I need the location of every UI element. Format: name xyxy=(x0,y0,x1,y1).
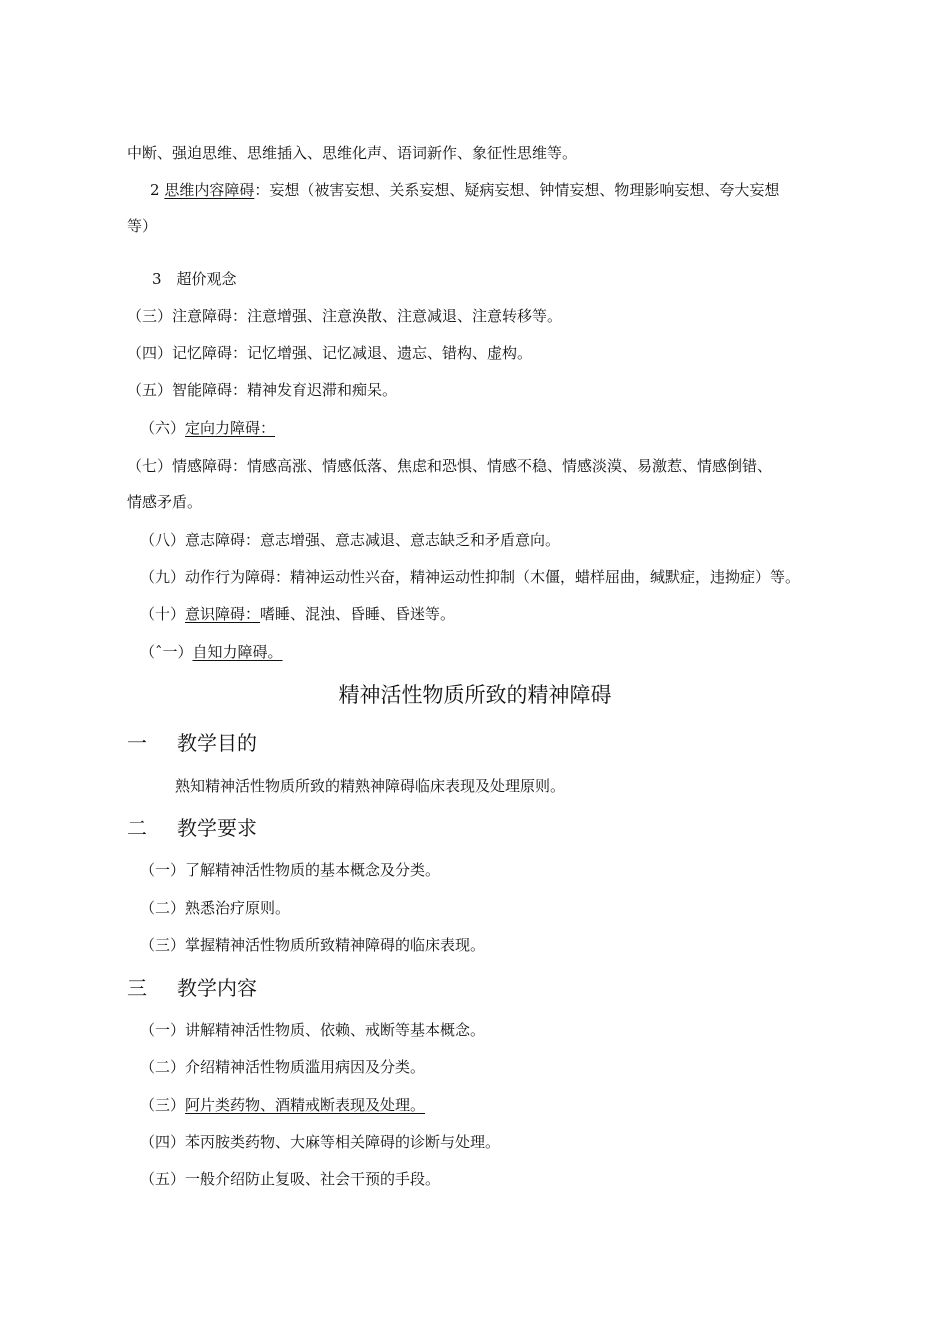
item-intelligence xyxy=(127,380,397,400)
content-item: （一）讲解精神活性物质、依赖、戒断等基本概念。 xyxy=(140,1021,486,1039)
item-memory xyxy=(127,343,532,363)
item-2-continuation: 等） xyxy=(127,217,158,235)
content-item: （四）苯丙胺类药物、大麻等相关障碍的诊断与处理。 xyxy=(140,1133,501,1151)
heading-text: 教学内容 xyxy=(177,976,257,1000)
item-insight xyxy=(140,642,283,662)
item-prefix: （三） xyxy=(127,307,173,325)
heading-number: 三 xyxy=(127,976,147,1000)
item-emotion-line2: 情感矛盾。 xyxy=(127,493,203,511)
item-label: 定向力障碍： xyxy=(185,419,276,437)
heading-teaching-goal xyxy=(127,730,257,756)
content-item: （二）介绍精神活性物质滥用病因及分类。 xyxy=(140,1058,426,1076)
item-label: 自知力障碍。 xyxy=(192,643,283,661)
heading-number: 一 xyxy=(127,731,147,755)
item-label: 记忆障碍 xyxy=(172,344,233,362)
heading-text: 教学要求 xyxy=(177,816,257,840)
item-prefix: （六） xyxy=(140,419,186,437)
item-text: ：精神发育迟滞和痴呆。 xyxy=(232,381,398,399)
heading-text: 教学目的 xyxy=(177,731,257,755)
requirement-item: （一）了解精神活性物质的基本概念及分类。 xyxy=(140,861,441,879)
content-item xyxy=(140,1095,425,1115)
item-label: 意识障碍： xyxy=(185,605,261,623)
content-item: （五）一般介绍防止复吸、社会干预的手段。 xyxy=(140,1170,441,1188)
item-text: ：注意增强、注意涣散、注意减退、注意转移等。 xyxy=(232,307,563,325)
item-prefix: （十） xyxy=(140,605,186,623)
item-emotion-line1: （七）情感障碍：情感高涨、情感低落、焦虑和恐惧、情感不稳、情感淡漠、易激惹、情感倒错、 xyxy=(127,457,773,475)
item-2-text: ：妄想（被害妄想、关系妄想、疑病妄想、钟情妄想、物理影响妄想、夸大妄想 xyxy=(254,181,780,199)
item-consciousness xyxy=(140,604,455,624)
item-behavior: （九）动作行为障碍：精神运动性兴奋，精神运动性抑制（木僵，蜡样屈曲，缄默症，违拗症）等。 xyxy=(140,568,801,586)
item-2-label: 思维内容障碍 xyxy=(164,181,255,199)
requirement-item: （二）熟悉治疗原则。 xyxy=(140,899,291,917)
paragraph-continuation: 中断、强迫思维、思维插入、思维化声、语词新作、象征性思维等。 xyxy=(127,144,578,162)
requirement-item: （三）掌握精神活性物质所致精神障碍的临床表现。 xyxy=(140,936,486,954)
item-2 xyxy=(150,180,779,200)
heading-teaching-requirements xyxy=(127,815,257,841)
item-label: 智能障碍 xyxy=(172,381,233,399)
item-orientation xyxy=(140,418,275,438)
item-label: 阿片类药物、酒精戒断表现及处理。 xyxy=(185,1096,426,1114)
item-label: 注意障碍 xyxy=(172,307,233,325)
item-prefix: （五） xyxy=(127,381,173,399)
item-3: 3 超价观念 xyxy=(152,270,237,288)
item-prefix: （三） xyxy=(140,1096,186,1114)
teaching-goal-body: 熟知精神活性物质所致的精熟神障碍临床表现及处理原则。 xyxy=(175,777,566,795)
chapter-title: 精神活性物质所致的精神障碍 xyxy=(338,683,612,707)
item-text: 嗜睡、混浊、昏睡、昏迷等。 xyxy=(260,605,456,623)
item-2-number: 2 xyxy=(150,181,160,199)
item-attention xyxy=(127,306,562,326)
heading-teaching-content xyxy=(127,975,257,1001)
item-will: （八）意志障碍：意志增强、意志减退、意志缺乏和矛盾意向。 xyxy=(140,531,561,549)
item-prefix: （ˆ一） xyxy=(140,643,193,661)
item-prefix: （四） xyxy=(127,344,173,362)
heading-number: 二 xyxy=(127,816,147,840)
item-text: ：记忆增强、记忆减退、遗忘、错构、虚构。 xyxy=(232,344,533,362)
